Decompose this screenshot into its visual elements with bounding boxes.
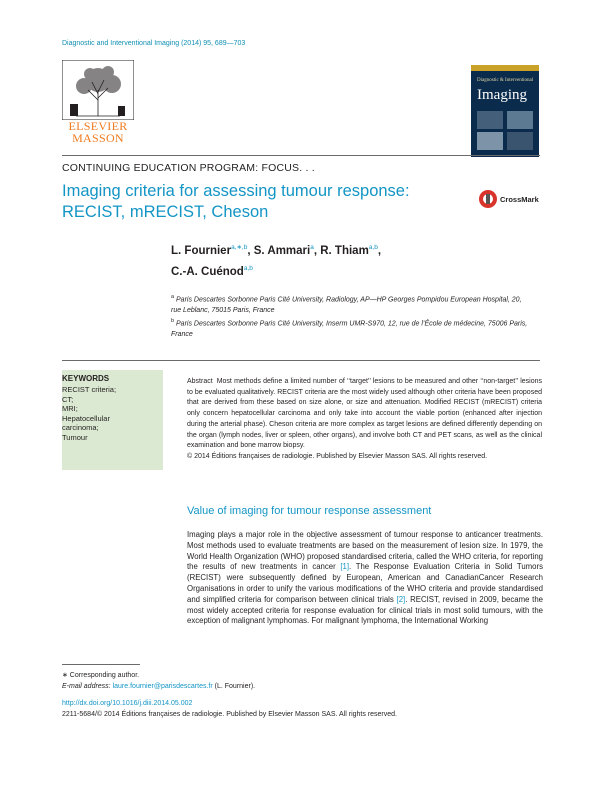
affiliations: [171, 292, 531, 341]
affiliation-sup: a: [171, 294, 175, 300]
author-sup: a,∗,b: [231, 244, 248, 251]
journal-reference[interactable]: Diagnostic and Interventional Imaging (2014) 95, 689—703: [62, 40, 246, 47]
abstract: [187, 377, 542, 463]
keywords-title: KEYWORDS: [62, 374, 110, 383]
author-name: S. Ammari: [253, 244, 311, 257]
affiliation-sup: b: [171, 318, 175, 325]
header-divider: [62, 155, 540, 156]
keyword-item: Hepatocellular: [62, 413, 110, 423]
body-paragraph: [187, 530, 543, 627]
author-sup: a,b: [243, 264, 253, 272]
publisher-line-masson: MASSON: [72, 131, 124, 145]
publisher-logo-text: [58, 120, 138, 144]
author-sup: a: [310, 244, 314, 251]
keyword-item: RECIST criteria;: [62, 385, 117, 394]
keywords-list: [62, 385, 116, 442]
section-heading: Value of imaging for tumour response assessment: [187, 505, 432, 517]
keyword-item: MRI;: [62, 404, 78, 413]
email-label: E-mail address:: [62, 683, 111, 690]
author-separator: ,: [247, 244, 254, 257]
author-2[interactable]: [254, 245, 314, 257]
email-suffix: (L. Fournier).: [214, 683, 256, 690]
journal-cover-thumbnail[interactable]: [471, 65, 539, 157]
author-list: [171, 239, 511, 281]
body-text-part: Imaging plays a major role in the objective assessment of tumour response to anticancer treatments. Most methods used to evaluate treatments are based on the measurement of lesion size. In 1979, the World Health Organization (WHO) proposed standardised criteria, called the WHO criteria, for reporting the results of new treatments in cancer: [187, 530, 543, 572]
article-title: Imaging criteria for assessing tumour response: RECIST, mRECIST, Cheson: [62, 182, 410, 221]
crossmark-label: CrossMark: [500, 195, 539, 204]
email-line: [62, 681, 255, 692]
affiliation-text: Paris Descartes Sorbonne Paris Cité University, Radiology, AP—HP Georges Pompidou European Hospital, 20, rue Leblanc, 75015 Paris, France: [171, 296, 522, 314]
affiliation-b: [171, 316, 531, 340]
body-text-part: . The Response Evaluation Criteria in Solid Tumors (RECIST) were subsequently defined by European, American and CanadianCancer Research Organisations in order to unify the various modifications of the WHO criteria and provide standardised and simplified criteria for comparison between clinical trials: [187, 562, 544, 604]
publisher-line-elsevier: ELSEVIER: [68, 119, 128, 133]
author-separator: ,: [313, 244, 321, 257]
footnote-divider: [62, 664, 140, 665]
corresponding-author-label: ∗ Corresponding author.: [62, 672, 140, 679]
copyright-line: 2211-5684/© 2014 Éditions françaises de radiologie. Published by Elsevier Masson SAS. All rights reserved.: [62, 711, 397, 718]
keyword-item: Tumour: [62, 432, 88, 442]
author-sup: a,b: [368, 244, 378, 251]
author-name: L. Fournier: [171, 244, 232, 257]
doi-link[interactable]: http://dx.doi.org/10.1016/j.diii.2014.05.002: [62, 700, 193, 707]
body-text-part: . RECIST, revised in 2009, became the most widely accepted criteria for response evaluation for clinical trials in most solid tumours, with the exception of malignant lymphomas. For malignant lymphoma, the International Working: [187, 594, 543, 626]
abstract-text: Most methods define a limited number of ‘‘target’’ lesions to be measured and other ‘‘non-target’’ lesions to be evaluated qualitatively. RECIST criteria are the most widely used although other criteria have been proposed that are derived from these based on size alone, or size and attenuation. Modified RECIST (mRECIST) criteria only concern hepatocellular carcinoma and only take into account the viable portion (enhanced after injection during the arterial phase). Cheson criteria are more complex as target lesions are defined differently depending on the organ (lymph nodes, liver or spleen, other organs), and involve both CT and PET scans, as well as the clinical examination and bone marrow biopsy.: [187, 378, 542, 450]
corresponding-author-note: [62, 670, 255, 692]
section-program-label: CONTINUING EDUCATION PROGRAM: FOCUS. . .: [62, 162, 315, 174]
author-separator: ,: [377, 244, 382, 257]
keywords-box: [62, 370, 163, 470]
citation-link[interactable]: [1]: [340, 562, 350, 572]
author-3[interactable]: [320, 245, 378, 257]
keyword-item: CT;: [62, 394, 74, 404]
author-4[interactable]: [171, 266, 253, 278]
abstract-divider: [62, 360, 540, 361]
cover-title-small: Diagnostic & Interventional: [477, 78, 534, 83]
crossmark-badge[interactable]: [478, 188, 542, 215]
email-link[interactable]: laure.fournier@parisdescartes.fr: [112, 683, 213, 690]
citation-link[interactable]: [2]: [396, 594, 406, 604]
keyword-item: carcinoma;: [62, 423, 99, 432]
author-name: C.-A. Cuénod: [171, 265, 244, 278]
affiliation-text: Paris Descartes Sorbonne Paris Cité University, Inserm UMR-S970, 12, rue de l’École de médecine, 75006 Paris, France: [171, 320, 528, 339]
abstract-copyright: © 2014 Éditions françaises de radiologie. Published by Elsevier Masson SAS. All rights reserved.: [187, 452, 488, 460]
affiliation-a: [171, 292, 531, 316]
cover-title-big: Imaging: [477, 87, 527, 103]
author-name: R. Thiam: [320, 244, 369, 257]
author-1[interactable]: [171, 245, 247, 257]
abstract-label: Abstract: [187, 378, 213, 385]
